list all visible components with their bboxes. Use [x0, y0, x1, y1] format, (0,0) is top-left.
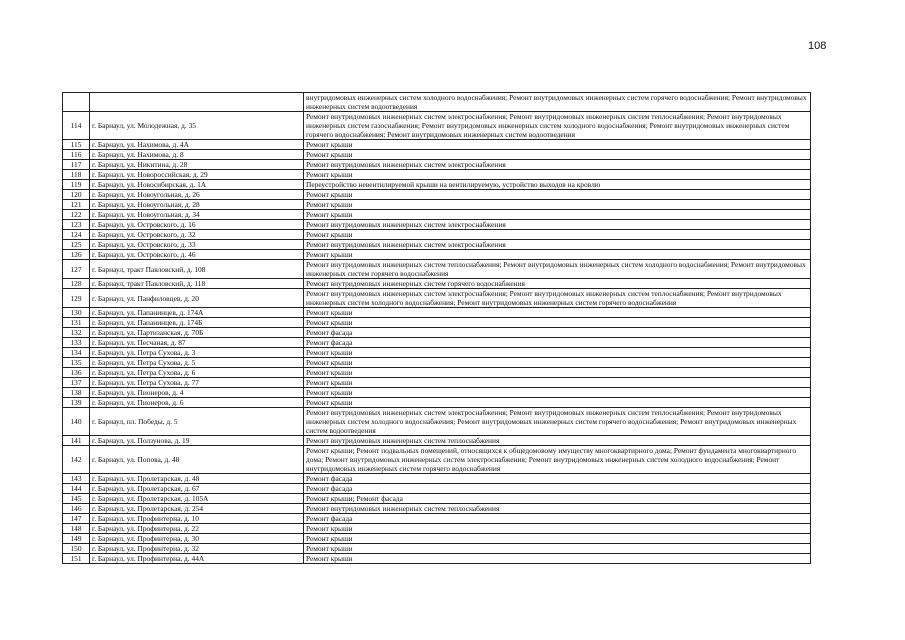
table-row [63, 436, 811, 446]
row-work-type: Ремонт крыши [304, 398, 811, 408]
row-number: 131 [63, 318, 90, 328]
row-number: 119 [63, 180, 90, 190]
row-address: г. Барнаул, ул. Профинтерна, д. 30 [90, 534, 304, 544]
table-row [63, 494, 811, 504]
table-row [63, 474, 811, 484]
row-work-type: Ремонт крыши [304, 210, 811, 220]
row-address: г. Барнаул, ул. Профинтерна, д. 10 [90, 514, 304, 524]
table-row [63, 338, 811, 348]
row-number: 115 [63, 140, 90, 150]
row-work-type: Ремонт внутридомовых инженерных систем электроснабжения; Ремонт внутридомовых инженерных систем теплоснабжения; Ремонт внутридомовых инженерных систем холодного водоснабжения; Ремонт внутридомовых инженерных систем горячего водоснабжения; Ремонт внутридомовых инженерных систем водоотведения [304, 408, 811, 436]
row-address: г. Барнаул, ул. Никитина, д. 28 [90, 160, 304, 170]
row-number: 144 [63, 484, 90, 494]
row-number: 120 [63, 190, 90, 200]
row-work-type: Ремонт внутридомовых инженерных систем электроснабжения; Ремонт внутридомовых инженерных систем теплоснабжения; Ремонт внутридомовых инженерных систем газоснабжения; Ремонт внутридомовых инженерных систем холодного водоснабжения; Ремонт внутридомовых инженерных систем горячего водоснабжения; Ремонт внутридомовых инженерных систем водоотведения [304, 112, 811, 140]
table-row [63, 504, 811, 514]
row-address: г. Барнаул, ул. Островского, д. 33 [90, 240, 304, 250]
table-row [63, 534, 811, 544]
table-row [63, 93, 811, 112]
row-address: г. Барнаул, пл. Победы, д. 5 [90, 408, 304, 436]
row-work-type: Ремонт крыши [304, 230, 811, 240]
row-address: г. Барнаул, ул. Новоугольная, д. 28 [90, 200, 304, 210]
table-row [63, 514, 811, 524]
row-address: г. Барнаул, ул. Петра Сухова, д. 77 [90, 378, 304, 388]
table-row [63, 398, 811, 408]
row-number: 135 [63, 358, 90, 368]
row-number: 140 [63, 408, 90, 436]
row-address: г. Барнаул, тракт Павловский, д. 108 [90, 260, 304, 279]
row-work-type: Ремонт крыши [304, 200, 811, 210]
row-address: г. Барнаул, тракт Павловский, д. 118 [90, 279, 304, 289]
row-number: 151 [63, 554, 90, 564]
row-work-type: Ремонт внутридомовых инженерных систем электроснабжения; Ремонт внутридомовых инженерных систем теплоснабжения; Ремонт внутридомовых инженерных систем холодного водоснабжения; Ремонт внутридомовых инженерных систем горячего водоснабжения [304, 289, 811, 308]
row-work-type: Ремонт внутридомовых инженерных систем электроснабжения [304, 160, 811, 170]
row-address: г. Барнаул, ул. Нахимова, д. 4А [90, 140, 304, 150]
row-address: г. Барнаул, ул. Панфиловцев, д. 20 [90, 289, 304, 308]
row-work-type: Ремонт крыши [304, 150, 811, 160]
row-address: г. Барнаул, ул. Пионеров, д. 6 [90, 398, 304, 408]
row-address: г. Барнаул, ул. Папанинцев, д. 174А [90, 308, 304, 318]
row-work-type: Ремонт фасада [304, 484, 811, 494]
row-address: г. Барнаул, ул. Пролетарская, д. 67 [90, 484, 304, 494]
row-work-type: Ремонт крыши; Ремонт фасада [304, 494, 811, 504]
row-number: 128 [63, 279, 90, 289]
table-row [63, 328, 811, 338]
row-address: г. Барнаул, ул. Новосибирская, д. 1А [90, 180, 304, 190]
row-address: г. Барнаул, ул. Партизанская, д. 70Б [90, 328, 304, 338]
row-number: 124 [63, 230, 90, 240]
row-number: 142 [63, 446, 90, 474]
row-address: г. Барнаул, ул. Пролетарская, д. 105А [90, 494, 304, 504]
row-number: 127 [63, 260, 90, 279]
row-address: г. Барнаул, ул. Новоугольная, д. 26 [90, 190, 304, 200]
row-address [90, 93, 304, 112]
row-number: 149 [63, 534, 90, 544]
row-address: г. Барнаул, ул. Папанинцев, д. 174Б [90, 318, 304, 328]
row-work-type: Ремонт крыши [304, 308, 811, 318]
table-row [63, 150, 811, 160]
table-row [63, 260, 811, 279]
table-row [63, 210, 811, 220]
row-address: г. Барнаул, ул. Пролетарская, д. 254 [90, 504, 304, 514]
table-row [63, 388, 811, 398]
table-row [63, 140, 811, 150]
row-work-type: Ремонт фасада [304, 338, 811, 348]
table-row [63, 358, 811, 368]
row-address: г. Барнаул, ул. Петра Сухова, д. 5 [90, 358, 304, 368]
table-row [63, 308, 811, 318]
row-number: 118 [63, 170, 90, 180]
row-work-type: Ремонт крыши [304, 358, 811, 368]
row-address: г. Барнаул, ул. Петра Сухова, д. 6 [90, 368, 304, 378]
row-address: г. Барнаул, ул. Островского, д. 16 [90, 220, 304, 230]
row-work-type: Ремонт внутридомовых инженерных систем теплоснабжения [304, 436, 811, 446]
table-row [63, 220, 811, 230]
table-row [63, 368, 811, 378]
row-work-type: Ремонт фасада [304, 474, 811, 484]
table-row [63, 190, 811, 200]
row-work-type: Ремонт крыши [304, 524, 811, 534]
row-work-type: Ремонт крыши [304, 170, 811, 180]
row-work-type: Ремонт крыши [304, 190, 811, 200]
row-work-type: Ремонт крыши [304, 368, 811, 378]
row-work-type: Ремонт крыши [304, 378, 811, 388]
row-number: 122 [63, 210, 90, 220]
row-number: 146 [63, 504, 90, 514]
row-number: 138 [63, 388, 90, 398]
row-work-type: Ремонт крыши [304, 388, 811, 398]
table-row [63, 170, 811, 180]
row-number: 150 [63, 544, 90, 554]
row-work-type: Ремонт внутридомовых инженерных систем горячего водоснабжения [304, 279, 811, 289]
row-work-type: внутридомовых инженерных систем холодного водоснабжения; Ремонт внутридомовых инженерных систем горячего водоснабжения; Ремонт внутридомовых инженерных систем водоотведения [304, 93, 811, 112]
table-row [63, 524, 811, 534]
row-work-type: Ремонт крыши [304, 554, 811, 564]
row-address: г. Барнаул, ул. Песчаная, д. 87 [90, 338, 304, 348]
table-row [63, 289, 811, 308]
row-address: г. Барнаул, ул. Ползунова, д. 19 [90, 436, 304, 446]
row-number: 114 [63, 112, 90, 140]
row-number: 147 [63, 514, 90, 524]
table-row [63, 180, 811, 190]
row-number: 117 [63, 160, 90, 170]
row-number: 125 [63, 240, 90, 250]
row-work-type: Ремонт крыши [304, 140, 811, 150]
row-number: 129 [63, 289, 90, 308]
row-work-type: Ремонт крыши [304, 534, 811, 544]
table-row [63, 279, 811, 289]
table-row [63, 240, 811, 250]
table-row [63, 408, 811, 436]
row-address: г. Барнаул, ул. Нахимова, д. 8 [90, 150, 304, 160]
table-row [63, 230, 811, 240]
row-address: г. Барнаул, ул. Пролетарская, д. 48 [90, 474, 304, 484]
table-row [63, 544, 811, 554]
row-address: г. Барнаул, ул. Новоугольная, д. 34 [90, 210, 304, 220]
row-work-type: Ремонт крыши [304, 348, 811, 358]
row-address: г. Барнаул, ул. Островского, д. 46 [90, 250, 304, 260]
table-row [63, 112, 811, 140]
row-number: 139 [63, 398, 90, 408]
table-row [63, 554, 811, 564]
table-row [63, 378, 811, 388]
row-number: 126 [63, 250, 90, 260]
table-row [63, 250, 811, 260]
row-work-type: Ремонт внутридомовых инженерных систем электроснабжения [304, 220, 811, 230]
row-number: 148 [63, 524, 90, 534]
row-address: г. Барнаул, ул. Пионеров, д. 4 [90, 388, 304, 398]
row-number: 134 [63, 348, 90, 358]
row-address: г. Барнаул, ул. Попова, д. 48 [90, 446, 304, 474]
row-number: 132 [63, 328, 90, 338]
row-work-type: Ремонт фасада [304, 514, 811, 524]
row-number: 121 [63, 200, 90, 210]
row-number [63, 93, 90, 112]
row-work-type: Ремонт крыши; Ремонт подвальных помещений, относящихся к общедомовому имуществу многоквартирного дома; Ремонт фундамента многоквартирного дома; Ремонт внутридомовых инженерных систем электроснабжения; Ремонт внутридомовых инженерных систем холодного водоснабжения; Ремонт внутридомовых инженерных систем горячего водоснабжения [304, 446, 811, 474]
row-work-type: Ремонт фасада [304, 328, 811, 338]
row-number: 130 [63, 308, 90, 318]
row-address: г. Барнаул, ул. Профинтерна, д. 22 [90, 524, 304, 534]
row-number: 133 [63, 338, 90, 348]
row-number: 136 [63, 368, 90, 378]
row-number: 145 [63, 494, 90, 504]
works-table [62, 92, 811, 564]
row-address: г. Барнаул, ул. Островского, д. 32 [90, 230, 304, 240]
row-address: г. Барнаул, ул. Молодежная, д. 35 [90, 112, 304, 140]
row-address: г. Барнаул, ул. Петра Сухова, д. 3 [90, 348, 304, 358]
table-row [63, 160, 811, 170]
row-number: 137 [63, 378, 90, 388]
page-number: 108 [808, 40, 827, 52]
row-work-type: Ремонт внутридомовых инженерных систем теплоснабжения; Ремонт внутридомовых инженерных систем холодного водоснабжения; Ремонт внутридомовых инженерных систем горячего водоснабжения [304, 260, 811, 279]
row-work-type: Ремонт крыши [304, 250, 811, 260]
row-number: 143 [63, 474, 90, 484]
table-row [63, 484, 811, 494]
row-work-type: Ремонт внутридомовых инженерных систем электроснабжения [304, 240, 811, 250]
row-work-type: Переустройство невентилируемой крыши на вентилируемую, устройство выходов на кровлю [304, 180, 811, 190]
row-address: г. Барнаул, ул. Профинтерна, д. 32 [90, 544, 304, 554]
row-number: 123 [63, 220, 90, 230]
table-row [63, 348, 811, 358]
table-row [63, 446, 811, 474]
table-row [63, 200, 811, 210]
works-table-body [63, 93, 811, 564]
row-work-type: Ремонт внутридомовых инженерных систем теплоснабжения [304, 504, 811, 514]
row-address: г. Барнаул, ул. Профинтерна, д. 44А [90, 554, 304, 564]
row-address: г. Барнаул, ул. Новороссийская, д. 29 [90, 170, 304, 180]
table-row [63, 318, 811, 328]
row-work-type: Ремонт крыши [304, 318, 811, 328]
row-number: 141 [63, 436, 90, 446]
row-number: 116 [63, 150, 90, 160]
row-work-type: Ремонт крыши [304, 544, 811, 554]
